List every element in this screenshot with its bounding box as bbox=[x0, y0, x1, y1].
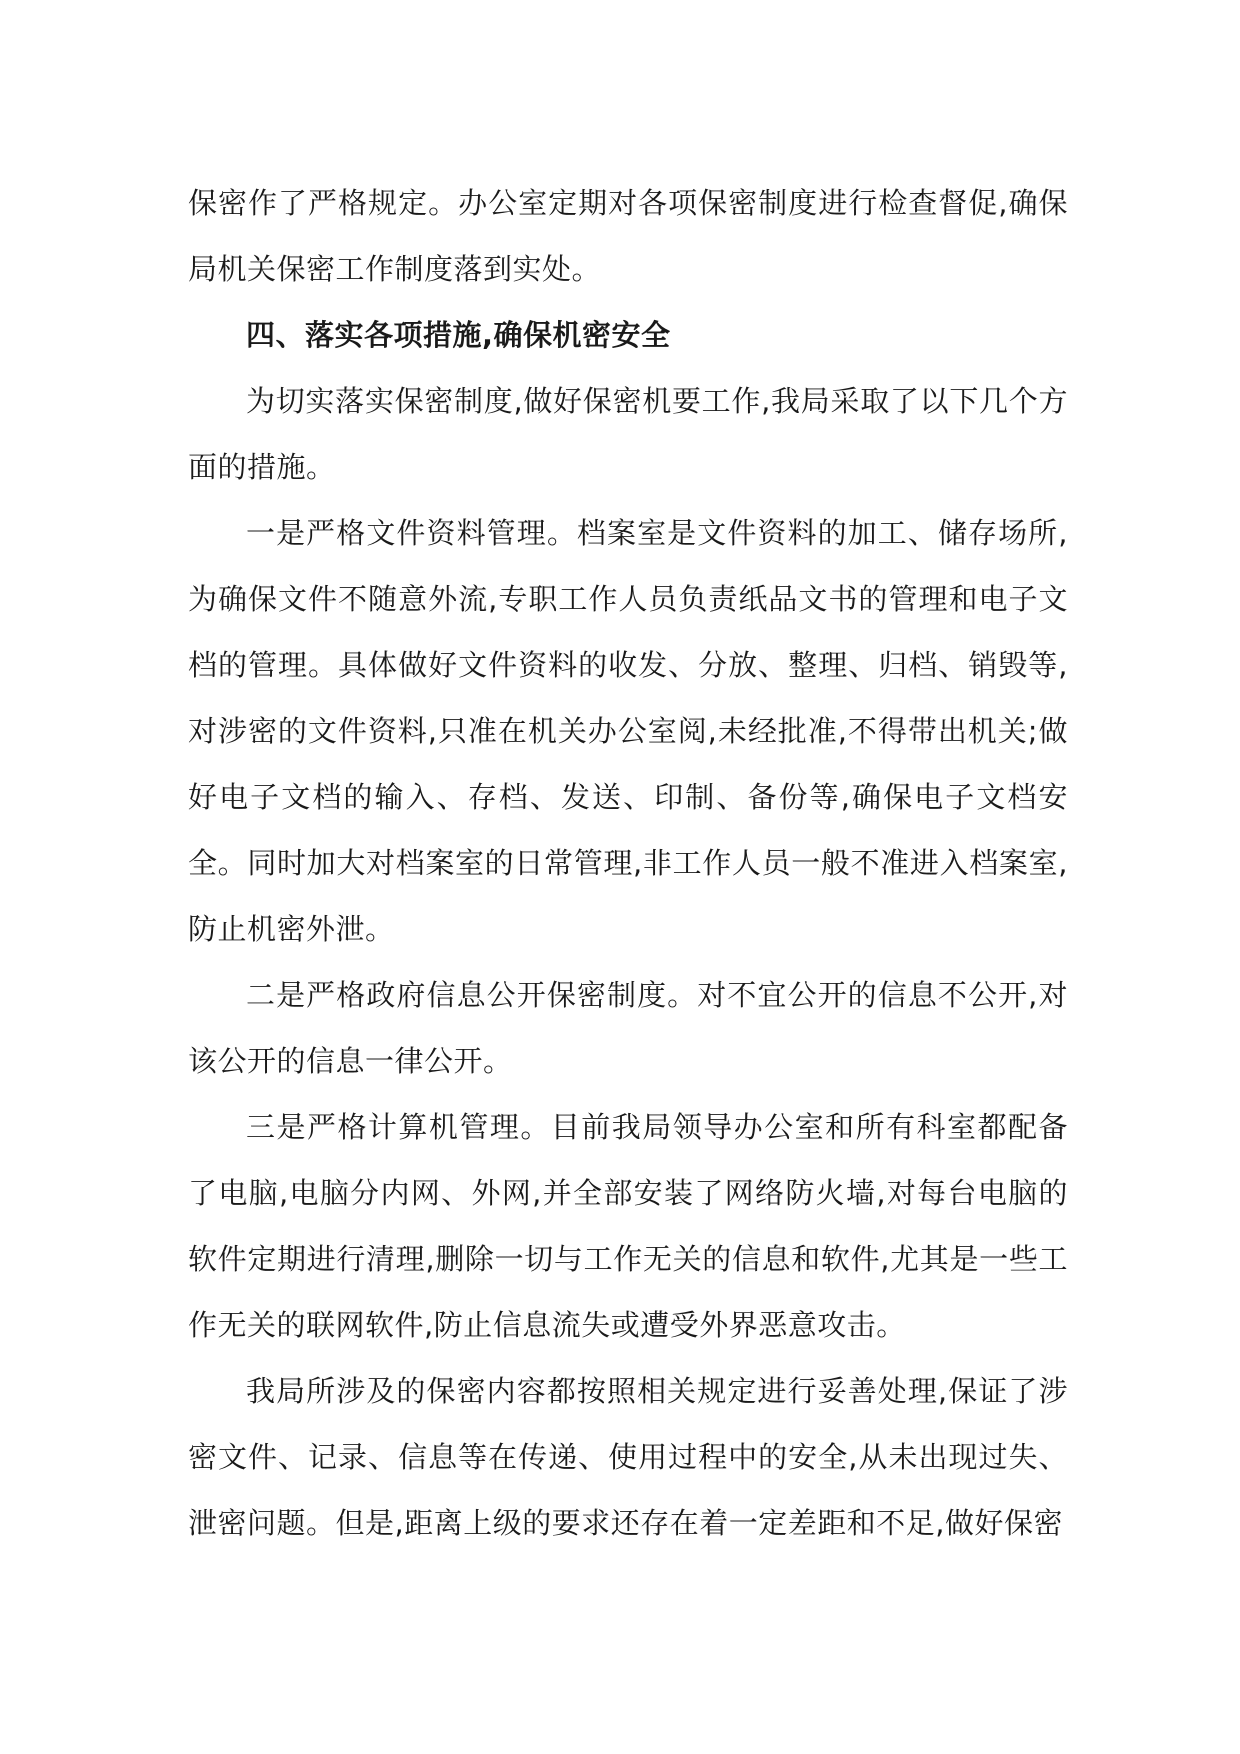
section-heading: 四、落实各项措施,确保机密安全 bbox=[246, 318, 671, 352]
document-body bbox=[188, 170, 1068, 1556]
paragraph-continued: 保密作了严格规定。办公室定期对各项保密制度进行检查督促,确保局机关保密工作制度落到实处。 bbox=[188, 186, 1068, 286]
paragraph-measure-two: 二是严格政府信息公开保密制度。对不宜公开的信息不公开,对该公开的信息一律公开。 bbox=[188, 978, 1068, 1078]
paragraph-measure-three: 三是严格计算机管理。目前我局领导办公室和所有科室都配备了电脑,电脑分内网、外网,并全部安装了网络防火墙,对每台电脑的软件定期进行清理,删除一切与工作无关的信息和软件,尤其是一些工作无关的联网软件,防止信息流失或遭受外界恶意攻击。 bbox=[188, 1110, 1068, 1342]
paragraph-measure-one: 一是严格文件资料管理。档案室是文件资料的加工、储存场所,为确保文件不随意外流,专职工作人员负责纸品文书的管理和电子文档的管理。具体做好文件资料的收发、分放、整理、归档、销毁等,对涉密的文件资料,只准在机关办公室阅,未经批准,不得带出机关;做好电子文档的输入、存档、发送、印制、备份等,确保电子文档安全。同时加大对档案室的日常管理,非工作人员一般不准进入档案室,防止机密外泄。 bbox=[188, 516, 1068, 946]
paragraph-intro: 为切实落实保密制度,做好保密机要工作,我局采取了以下几个方面的措施。 bbox=[188, 384, 1068, 484]
paragraph-summary: 我局所涉及的保密内容都按照相关规定进行妥善处理,保证了涉密文件、记录、信息等在传递、使用过程中的安全,从未出现过失、泄密问题。但是,距离上级的要求还存在着一定差距和不足,做好保密 bbox=[188, 1374, 1068, 1540]
